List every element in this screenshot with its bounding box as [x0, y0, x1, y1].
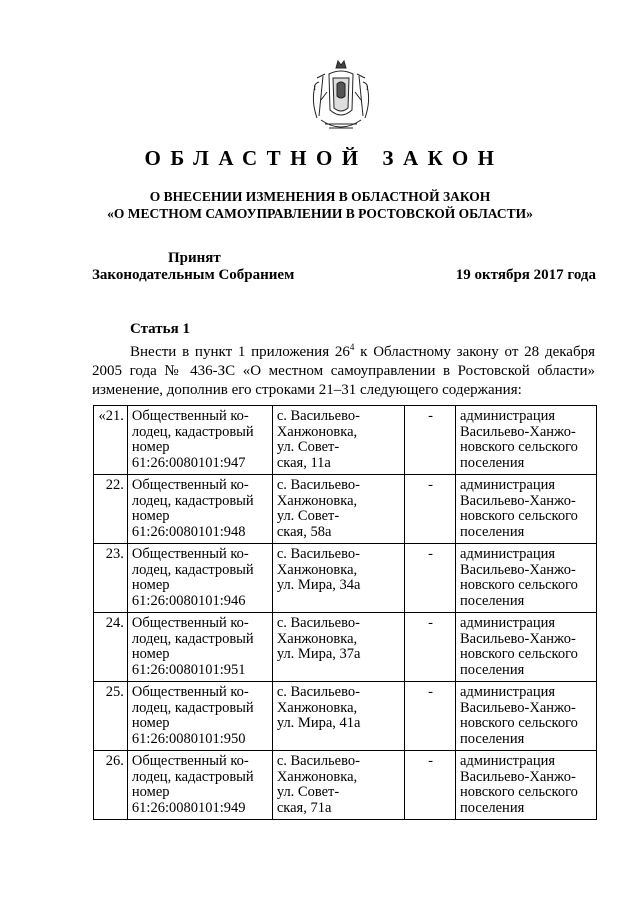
- address-cell: [272, 475, 404, 544]
- administration-cell: [455, 475, 596, 544]
- table-row: [94, 406, 597, 475]
- administration-cell: [455, 613, 596, 682]
- address-line: ул. Мира, 41а: [276, 715, 361, 731]
- dash-cell: -: [405, 682, 456, 751]
- items-table-body: [94, 406, 597, 820]
- address-cell: [272, 406, 404, 475]
- row-number-cell: «21.: [94, 406, 128, 475]
- administration-line: поселения: [459, 592, 525, 609]
- object-line: номер: [131, 646, 170, 662]
- object-cell: [127, 751, 272, 820]
- object-line: номер: [131, 577, 170, 593]
- object-cell: [127, 544, 272, 613]
- object-line: номер: [131, 784, 170, 800]
- dash-cell: -: [405, 406, 456, 475]
- object-cell: [127, 682, 272, 751]
- administration-line: поселения: [459, 523, 525, 540]
- table-row: [94, 475, 597, 544]
- administration-line: поселения: [459, 661, 525, 678]
- address-line: Ханжоновка,: [276, 699, 358, 716]
- object-line: 61:26:0080101:946: [131, 592, 246, 609]
- administration-line: Васильево-Ханжо-: [459, 561, 576, 578]
- administration-line: администрация: [459, 477, 556, 493]
- administration-cell: [455, 682, 596, 751]
- object-line: 61:26:0080101:947: [131, 454, 246, 471]
- object-line: лодец, кадастровый: [131, 630, 254, 647]
- object-line: 61:26:0080101:950: [131, 730, 246, 747]
- address-line: Ханжоновка,: [276, 561, 358, 578]
- administration-line: администрация: [459, 684, 556, 700]
- dash-cell: -: [405, 751, 456, 820]
- address-line: с. Васильево-: [276, 477, 360, 493]
- administration-line: администрация: [459, 615, 556, 631]
- row-number-cell: 23.: [94, 544, 128, 613]
- adopted-label: Принят: [168, 250, 221, 266]
- dash-cell: -: [405, 613, 456, 682]
- administration-line: поселения: [459, 454, 525, 471]
- address-cell: [272, 751, 404, 820]
- address-cell: [272, 682, 404, 751]
- object-line: лодец, кадастровый: [131, 699, 254, 716]
- table-row: [94, 751, 597, 820]
- address-line: ул. Мира, 37а: [276, 646, 361, 662]
- administration-cell: [455, 544, 596, 613]
- address-line: с. Васильево-: [276, 684, 360, 700]
- administration-line: новского сельского: [459, 646, 578, 662]
- administration-line: администрация: [459, 408, 556, 424]
- article-text-start: Внести в пункт 1 приложения 26: [130, 344, 350, 360]
- article-superscript: 4: [349, 342, 355, 352]
- row-number-cell: 22.: [94, 475, 128, 544]
- dash-cell: -: [405, 475, 456, 544]
- administration-line: Васильево-Ханжо-: [459, 423, 576, 440]
- address-line: ул. Совет-: [276, 508, 340, 524]
- address-line: с. Васильево-: [276, 753, 360, 769]
- article-text-end: к Областному закону от 28 декабря 2005 года № 436-ЗС «О местном самоуправлении в Ростовской области» изменение, дополнив его строками 21–31 следующего содержания:: [92, 344, 595, 398]
- table-row: [94, 544, 597, 613]
- subtitle-line: «О МЕСТНОМ САМОУПРАВЛЕНИИ В РОСТОВСКОЙ ОБЛАСТИ»: [107, 206, 533, 221]
- row-number-cell: 26.: [94, 751, 128, 820]
- address-line: ская, 71а: [276, 799, 332, 816]
- coat-of-arms-emblem: [305, 56, 377, 140]
- adoption-date: 19 октября 2017 года: [455, 267, 596, 283]
- object-line: номер: [131, 715, 170, 731]
- administration-cell: [455, 751, 596, 820]
- table-row: [94, 613, 597, 682]
- object-line: лодец, кадастровый: [131, 423, 254, 440]
- administration-line: Васильево-Ханжо-: [459, 630, 576, 647]
- items-table: [93, 405, 597, 820]
- administration-line: Васильево-Ханжо-: [459, 768, 576, 785]
- object-cell: [127, 613, 272, 682]
- address-line: ул. Совет-: [276, 784, 340, 800]
- administration-line: новского сельского: [459, 577, 578, 593]
- object-cell: [127, 406, 272, 475]
- document-title: ОБЛАСТНОЙ ЗАКОН: [144, 146, 504, 170]
- address-cell: [272, 613, 404, 682]
- object-line: Общественный ко-: [131, 684, 249, 700]
- administration-line: администрация: [459, 546, 556, 562]
- dash-cell: -: [405, 544, 456, 613]
- address-line: Ханжоновка,: [276, 492, 358, 509]
- administration-cell: [455, 406, 596, 475]
- administration-line: новского сельского: [459, 508, 578, 524]
- subtitle-line: О ВНЕСЕНИИ ИЗМЕНЕНИЯ В ОБЛАСТНОЙ ЗАКОН: [149, 189, 491, 204]
- address-line: с. Васильево-: [276, 546, 360, 562]
- article-text: [92, 343, 595, 400]
- address-cell: [272, 544, 404, 613]
- object-line: лодец, кадастровый: [131, 768, 254, 785]
- address-line: ская, 11а: [276, 454, 331, 471]
- administration-line: новского сельского: [459, 715, 578, 731]
- address-line: с. Васильево-: [276, 615, 360, 631]
- object-cell: [127, 475, 272, 544]
- address-line: с. Васильево-: [276, 408, 360, 424]
- administration-line: новского сельского: [459, 439, 578, 455]
- object-line: 61:26:0080101:951: [131, 661, 246, 678]
- administration-line: Васильево-Ханжо-: [459, 492, 576, 509]
- object-line: Общественный ко-: [131, 615, 249, 631]
- object-line: Общественный ко-: [131, 753, 249, 769]
- administration-line: администрация: [459, 753, 556, 769]
- object-line: номер: [131, 439, 170, 455]
- object-line: лодец, кадастровый: [131, 561, 254, 578]
- address-line: ская, 58а: [276, 523, 332, 540]
- object-line: 61:26:0080101:948: [131, 523, 246, 540]
- article-title: Статья 1: [130, 321, 190, 337]
- table-row: [94, 682, 597, 751]
- address-line: ул. Совет-: [276, 439, 340, 455]
- object-line: номер: [131, 508, 170, 524]
- address-line: Ханжоновка,: [276, 768, 358, 785]
- administration-line: поселения: [459, 799, 525, 816]
- row-number-cell: 24.: [94, 613, 128, 682]
- administration-line: Васильево-Ханжо-: [459, 699, 576, 716]
- object-line: 61:26:0080101:949: [131, 799, 246, 816]
- address-line: Ханжоновка,: [276, 630, 358, 647]
- adopted-body: Законодательным Собранием: [92, 267, 295, 283]
- object-line: лодец, кадастровый: [131, 492, 254, 509]
- object-line: Общественный ко-: [131, 546, 249, 562]
- object-line: Общественный ко-: [131, 408, 249, 424]
- address-line: Ханжоновка,: [276, 423, 358, 440]
- administration-line: поселения: [459, 730, 525, 747]
- object-line: Общественный ко-: [131, 477, 249, 493]
- administration-line: новского сельского: [459, 784, 578, 800]
- row-number-cell: 25.: [94, 682, 128, 751]
- document-subtitle: [0, 188, 640, 222]
- address-line: ул. Мира, 34а: [276, 577, 361, 593]
